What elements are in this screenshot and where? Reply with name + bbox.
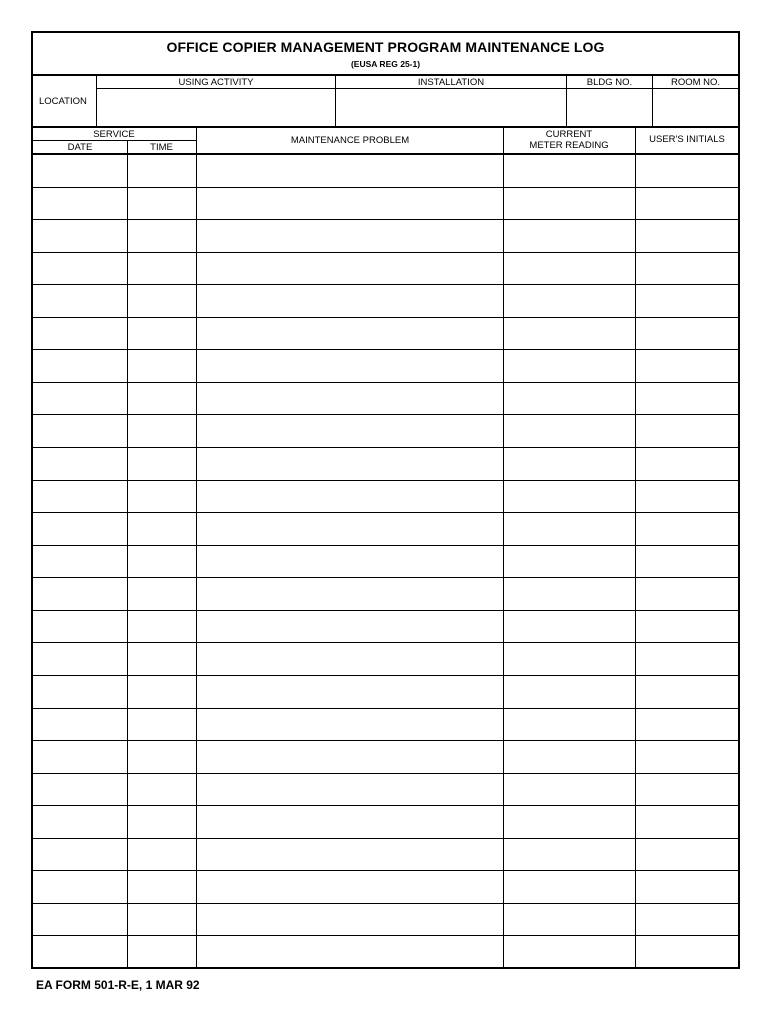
time-cell[interactable] bbox=[128, 709, 196, 742]
meter-reading-cell[interactable] bbox=[504, 253, 635, 286]
form-title: OFFICE COPIER MANAGEMENT PROGRAM MAINTENANCE LOG bbox=[166, 39, 605, 55]
maintenance-problem-cell[interactable] bbox=[197, 774, 503, 807]
date-cell[interactable] bbox=[33, 155, 127, 188]
bldg-no-label: BLDG NO. bbox=[586, 77, 633, 88]
time-cell[interactable] bbox=[128, 676, 196, 709]
room-no-label: ROOM NO. bbox=[670, 77, 721, 88]
initials-cell[interactable] bbox=[636, 448, 738, 481]
users-initials-header: USER'S INITIALS bbox=[649, 134, 725, 145]
time-cell[interactable] bbox=[128, 448, 196, 481]
initials-cell[interactable] bbox=[636, 188, 738, 221]
table-row bbox=[33, 904, 738, 937]
table-row bbox=[33, 611, 738, 644]
table-row bbox=[33, 709, 738, 742]
room-no-field[interactable] bbox=[653, 89, 738, 126]
initials-cell[interactable] bbox=[636, 415, 738, 448]
maintenance-problem-cell[interactable] bbox=[197, 383, 503, 416]
initials-cell[interactable] bbox=[636, 155, 738, 188]
meter-reading-cell[interactable] bbox=[504, 904, 635, 937]
table-row bbox=[33, 774, 738, 807]
meter-reading-cell[interactable] bbox=[504, 383, 635, 416]
maintenance-problem-cell[interactable] bbox=[197, 155, 503, 188]
table-row bbox=[33, 936, 738, 969]
initials-cell[interactable] bbox=[636, 220, 738, 253]
time-cell[interactable] bbox=[128, 415, 196, 448]
time-cell[interactable] bbox=[128, 253, 196, 286]
date-cell[interactable] bbox=[33, 904, 127, 937]
meter-reading-cell[interactable] bbox=[504, 318, 635, 351]
time-cell[interactable] bbox=[128, 513, 196, 546]
maintenance-problem-cell[interactable] bbox=[197, 188, 503, 221]
table-row bbox=[33, 350, 738, 383]
maintenance-problem-cell[interactable] bbox=[197, 611, 503, 644]
initials-cell[interactable] bbox=[636, 350, 738, 383]
meter-reading-cell[interactable] bbox=[504, 643, 635, 676]
initials-cell[interactable] bbox=[636, 383, 738, 416]
meter-reading-cell[interactable] bbox=[504, 936, 635, 969]
maintenance-problem-cell[interactable] bbox=[197, 513, 503, 546]
date-cell[interactable] bbox=[33, 448, 127, 481]
time-cell[interactable] bbox=[128, 839, 196, 872]
time-cell[interactable] bbox=[128, 383, 196, 416]
initials-cell[interactable] bbox=[636, 871, 738, 904]
maintenance-problem-cell[interactable] bbox=[197, 481, 503, 514]
meter-reading-cell[interactable] bbox=[504, 546, 635, 579]
meter-reading-cell[interactable] bbox=[504, 220, 635, 253]
time-cell[interactable] bbox=[128, 774, 196, 807]
initials-cell[interactable] bbox=[636, 806, 738, 839]
meter-reading-cell[interactable] bbox=[504, 676, 635, 709]
table-row bbox=[33, 806, 738, 839]
initials-cell[interactable] bbox=[636, 318, 738, 351]
table-row bbox=[33, 513, 738, 546]
time-cell[interactable] bbox=[128, 318, 196, 351]
table-top-line bbox=[33, 126, 738, 128]
time-header: TIME bbox=[150, 142, 173, 153]
time-cell[interactable] bbox=[128, 741, 196, 774]
time-cell[interactable] bbox=[128, 578, 196, 611]
date-cell[interactable] bbox=[33, 481, 127, 514]
meter-reading-header: CURRENT METER READING bbox=[529, 129, 609, 151]
maintenance-problem-cell[interactable] bbox=[197, 741, 503, 774]
date-header: DATE bbox=[67, 142, 93, 153]
table-row bbox=[33, 839, 738, 872]
using-activity-field[interactable] bbox=[97, 89, 335, 126]
maintenance-problem-cell[interactable] bbox=[197, 318, 503, 351]
table-row bbox=[33, 285, 738, 318]
table-row bbox=[33, 676, 738, 709]
location-label: LOCATION bbox=[39, 96, 87, 107]
date-cell[interactable] bbox=[33, 285, 127, 318]
maintenance-problem-cell[interactable] bbox=[197, 220, 503, 253]
date-cell[interactable] bbox=[33, 253, 127, 286]
maintenance-problem-cell[interactable] bbox=[197, 448, 503, 481]
date-cell[interactable] bbox=[33, 709, 127, 742]
table-row bbox=[33, 155, 738, 188]
table-row bbox=[33, 578, 738, 611]
date-cell[interactable] bbox=[33, 546, 127, 579]
table-row bbox=[33, 448, 738, 481]
meter-reading-cell[interactable] bbox=[504, 155, 635, 188]
service-group-label: SERVICE bbox=[93, 129, 135, 140]
meter-reading-cell[interactable] bbox=[504, 481, 635, 514]
time-cell[interactable] bbox=[128, 611, 196, 644]
meter-reading-cell[interactable] bbox=[504, 806, 635, 839]
meter-reading-cell[interactable] bbox=[504, 741, 635, 774]
initials-cell[interactable] bbox=[636, 611, 738, 644]
time-cell[interactable] bbox=[128, 285, 196, 318]
table-row bbox=[33, 481, 738, 514]
date-cell[interactable] bbox=[33, 643, 127, 676]
table-row bbox=[33, 318, 738, 351]
initials-cell[interactable] bbox=[636, 936, 738, 969]
meter-reading-cell[interactable] bbox=[504, 611, 635, 644]
maintenance-problem-cell[interactable] bbox=[197, 643, 503, 676]
maintenance-problem-cell[interactable] bbox=[197, 578, 503, 611]
maintenance-problem-cell[interactable] bbox=[197, 350, 503, 383]
date-cell[interactable] bbox=[33, 676, 127, 709]
initials-cell[interactable] bbox=[636, 676, 738, 709]
maintenance-problem-cell[interactable] bbox=[197, 806, 503, 839]
date-cell[interactable] bbox=[33, 220, 127, 253]
initials-cell[interactable] bbox=[636, 709, 738, 742]
meter-reading-cell[interactable] bbox=[504, 448, 635, 481]
table-row bbox=[33, 871, 738, 904]
date-cell[interactable] bbox=[33, 871, 127, 904]
form-number: EA FORM 501-R-E, 1 MAR 92 bbox=[36, 978, 200, 992]
meter-reading-cell[interactable] bbox=[504, 513, 635, 546]
installation-field[interactable] bbox=[336, 89, 566, 126]
meter-reading-cell[interactable] bbox=[504, 709, 635, 742]
meter-reading-cell[interactable] bbox=[504, 871, 635, 904]
initials-cell[interactable] bbox=[636, 839, 738, 872]
service-group-line bbox=[33, 140, 196, 141]
meter-reading-cell[interactable] bbox=[504, 415, 635, 448]
time-cell[interactable] bbox=[128, 220, 196, 253]
initials-cell[interactable] bbox=[636, 741, 738, 774]
maintenance-problem-cell[interactable] bbox=[197, 253, 503, 286]
time-cell[interactable] bbox=[128, 188, 196, 221]
maintenance-problem-cell[interactable] bbox=[197, 904, 503, 937]
initials-cell[interactable] bbox=[636, 481, 738, 514]
date-cell[interactable] bbox=[33, 806, 127, 839]
table-row bbox=[33, 415, 738, 448]
date-cell[interactable] bbox=[33, 741, 127, 774]
table-row bbox=[33, 220, 738, 253]
time-cell[interactable] bbox=[128, 871, 196, 904]
date-cell[interactable] bbox=[33, 383, 127, 416]
date-cell[interactable] bbox=[33, 774, 127, 807]
table-row bbox=[33, 643, 738, 676]
form-subtitle: (EUSA REG 25-1) bbox=[350, 59, 421, 69]
maintenance-problem-cell[interactable] bbox=[197, 415, 503, 448]
maintenance-problem-cell[interactable] bbox=[197, 709, 503, 742]
table-row bbox=[33, 741, 738, 774]
initials-cell[interactable] bbox=[636, 643, 738, 676]
time-cell[interactable] bbox=[128, 155, 196, 188]
maintenance-problem-cell[interactable] bbox=[197, 871, 503, 904]
date-cell[interactable] bbox=[33, 188, 127, 221]
maintenance-problem-cell[interactable] bbox=[197, 285, 503, 318]
initials-cell[interactable] bbox=[636, 253, 738, 286]
time-cell[interactable] bbox=[128, 350, 196, 383]
meter-reading-cell[interactable] bbox=[504, 188, 635, 221]
date-cell[interactable] bbox=[33, 415, 127, 448]
maintenance-problem-cell[interactable] bbox=[197, 546, 503, 579]
date-cell[interactable] bbox=[33, 578, 127, 611]
time-cell[interactable] bbox=[128, 546, 196, 579]
table-row bbox=[33, 253, 738, 286]
meter-reading-cell[interactable] bbox=[504, 839, 635, 872]
table-row bbox=[33, 383, 738, 416]
maintenance-log-form bbox=[31, 31, 740, 969]
installation-label: INSTALLATION bbox=[417, 77, 485, 88]
table-row bbox=[33, 188, 738, 221]
header-divider bbox=[33, 74, 738, 76]
meter-reading-cell[interactable] bbox=[504, 774, 635, 807]
initials-cell[interactable] bbox=[636, 513, 738, 546]
meter-reading-cell[interactable] bbox=[504, 578, 635, 611]
date-cell[interactable] bbox=[33, 936, 127, 969]
initials-cell[interactable] bbox=[636, 546, 738, 579]
meter-reading-cell[interactable] bbox=[504, 350, 635, 383]
maintenance-problem-cell[interactable] bbox=[197, 936, 503, 969]
meter-reading-cell[interactable] bbox=[504, 285, 635, 318]
maintenance-problem-header: MAINTENANCE PROBLEM bbox=[290, 135, 410, 146]
time-cell[interactable] bbox=[128, 643, 196, 676]
date-cell[interactable] bbox=[33, 318, 127, 351]
date-cell[interactable] bbox=[33, 513, 127, 546]
initials-cell[interactable] bbox=[636, 578, 738, 611]
initials-cell[interactable] bbox=[636, 904, 738, 937]
using-activity-label: USING ACTIVITY bbox=[178, 77, 254, 88]
initials-cell[interactable] bbox=[636, 285, 738, 318]
date-cell[interactable] bbox=[33, 350, 127, 383]
date-cell[interactable] bbox=[33, 839, 127, 872]
time-cell[interactable] bbox=[128, 904, 196, 937]
date-cell[interactable] bbox=[33, 611, 127, 644]
maintenance-problem-cell[interactable] bbox=[197, 839, 503, 872]
time-cell[interactable] bbox=[128, 806, 196, 839]
initials-cell[interactable] bbox=[636, 774, 738, 807]
bldg-no-field[interactable] bbox=[567, 89, 652, 126]
table-row bbox=[33, 546, 738, 579]
time-cell[interactable] bbox=[128, 481, 196, 514]
time-cell[interactable] bbox=[128, 936, 196, 969]
maintenance-problem-cell[interactable] bbox=[197, 676, 503, 709]
